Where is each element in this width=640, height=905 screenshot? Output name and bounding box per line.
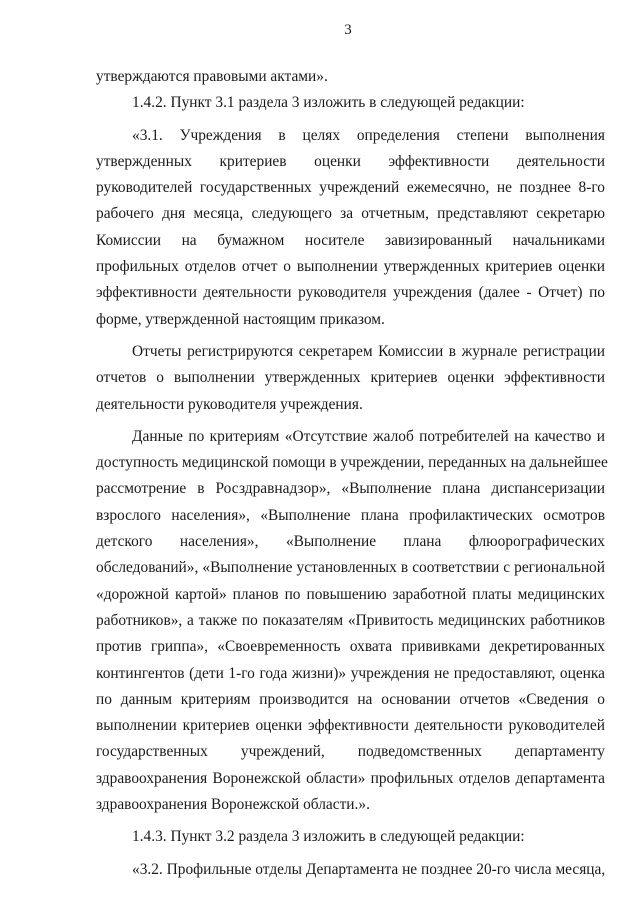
page-number: 3	[344, 22, 352, 38]
text-line: «3.1. Учреждения в целях определения степени выполнения	[132, 126, 605, 144]
text-line: Данные по критериям «Отсутствие жалоб потребителей на качество и	[132, 427, 605, 445]
text-line: руководителей государственных учреждений ежемесячно, не позднее 8-го	[96, 179, 605, 197]
text-line: взрослого населения», «Выполнение плана профилактических осмотров	[96, 506, 605, 524]
text-line: доступность медицинской помощи в учреждении, переданных на дальнейшее	[96, 454, 608, 472]
text-line: здравоохранения Воронежской области» профильных отделов департамента	[96, 769, 605, 787]
text-line: утверждаются правовыми актами».	[96, 68, 328, 85]
document-body	[96, 64, 608, 883]
text-line: детского населения», «Выполнение плана флюорографических	[96, 533, 605, 551]
text-line: 1.4.3. Пункт 3.2 раздела 3 изложить в следующей редакции:	[132, 828, 525, 846]
text-line: по данным критериям производится на основании отчетов «Сведения о	[96, 690, 605, 708]
text-line: контингентов (дети 1-го года жизни)» учреждения не предоставляют, оценка	[96, 664, 605, 682]
text-line: работников», а также по показателям «Привитость медицинских работников	[96, 611, 605, 629]
text-line: утвержденных критериев оценки эффективности деятельности	[96, 152, 605, 170]
text-line: рабочего дня месяца, следующего за отчетным, представляют секретарю	[96, 205, 605, 223]
text-line: деятельности руководителя учреждения.	[96, 395, 363, 413]
text-line: 1.4.2. Пункт 3.1 раздела 3 изложить в следующей редакции:	[132, 94, 525, 112]
text-line: здравоохранения Воронежской области.».	[96, 796, 370, 814]
text-line: «дорожной картой» планов по повышению заработной платы медицинских	[96, 585, 605, 603]
text-line: выполнении критериев оценки эффективности деятельности руководителей	[96, 717, 605, 735]
text-line: против гриппа», «Своевременность охвата прививками декретированных	[96, 638, 605, 656]
text-line: «3.2. Профильные отделы Департамента не позднее 20-го числа месяца,	[132, 860, 606, 878]
text-line: отчетов о выполнении утвержденных критериев оценки эффективности	[96, 369, 605, 387]
text-line: Отчеты регистрируются секретарем Комиссии в журнале регистрации	[132, 342, 605, 360]
text-line: Комиссии на бумажном носителе завизированный начальниками	[96, 231, 605, 249]
text-line: форме, утвержденной настоящим приказом.	[96, 310, 385, 328]
text-line: рассмотрение в Росздравнадзор», «Выполнение плана диспансеризации	[96, 480, 605, 498]
text-line: государственных учреждений, подведомственных департаменту	[96, 743, 605, 761]
text-line: профильных отделов отчет о выполнении утвержденных критериев оценки	[96, 258, 605, 276]
text-line: обследований», «Выполнение установленных в соответствии с региональной	[96, 559, 605, 577]
text-line: эффективности деятельности руководителя учреждения (далее - Отчет) по	[96, 284, 605, 302]
